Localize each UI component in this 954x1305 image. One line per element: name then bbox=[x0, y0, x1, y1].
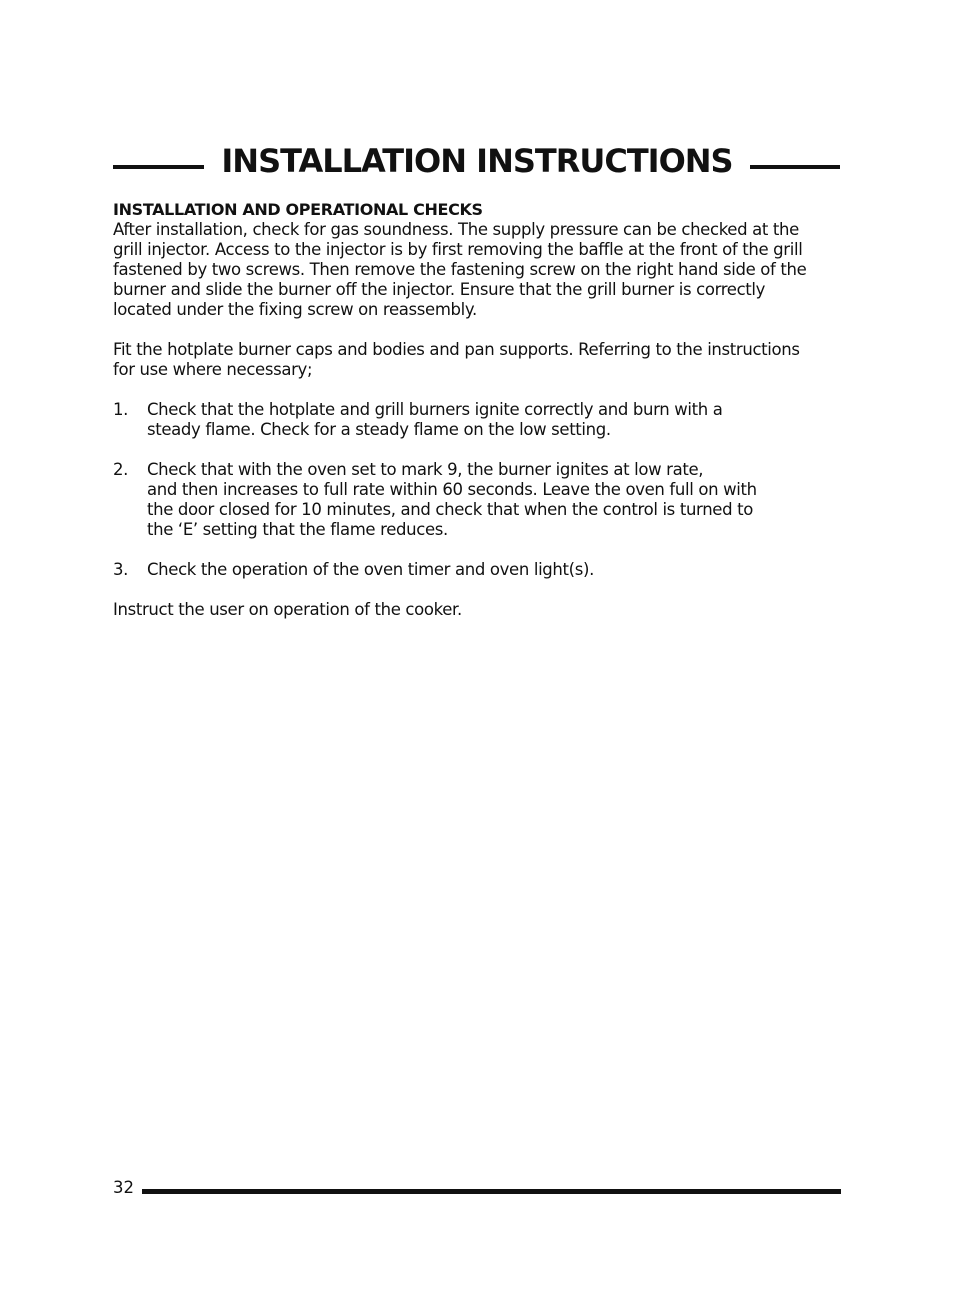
list-item bbox=[113, 400, 848, 440]
text-line: steady flame. Check for a steady flame on the low setting. bbox=[147, 420, 611, 439]
list-number: 2. bbox=[113, 460, 129, 479]
list-item bbox=[113, 560, 848, 580]
footer-rule bbox=[142, 1189, 841, 1194]
text-line: for use where necessary; bbox=[113, 360, 313, 379]
text-line: burner and slide the burner off the injector. Ensure that the grill burner is correctly bbox=[113, 280, 766, 299]
text-line: the ‘E’ setting that the flame reduces. bbox=[147, 520, 448, 539]
text-line: located under the fixing screw on reassembly. bbox=[113, 300, 477, 319]
second-paragraph bbox=[113, 340, 848, 380]
intro-paragraph bbox=[113, 220, 848, 320]
closing-paragraph: Instruct the user on operation of the cooker. bbox=[113, 600, 462, 619]
list-number: 1. bbox=[113, 400, 129, 419]
title-rule-right bbox=[750, 165, 840, 169]
list-item bbox=[113, 460, 848, 540]
text-line: Fit the hotplate burner caps and bodies and pan supports. Referring to the instructions bbox=[113, 340, 800, 359]
text-line: the door closed for 10 minutes, and check that when the control is turned to bbox=[147, 500, 753, 519]
text-line: Check that the hotplate and grill burners ignite correctly and burn with a bbox=[147, 400, 723, 419]
page-number: 32 bbox=[113, 1178, 134, 1197]
section-heading: INSTALLATION AND OPERATIONAL CHECKS bbox=[113, 200, 483, 219]
text-line: After installation, check for gas soundness. The supply pressure can be checked at the bbox=[113, 220, 799, 239]
text-line: and then increases to full rate within 60 seconds. Leave the oven full on with bbox=[147, 480, 757, 499]
text-line: grill injector. Access to the injector is by first removing the baffle at the front of the grill bbox=[113, 240, 803, 259]
text-line: Check the operation of the oven timer and oven light(s). bbox=[147, 560, 594, 579]
text-line: Check that with the oven set to mark 9, the burner ignites at low rate, bbox=[147, 460, 704, 479]
page-title: INSTALLATION INSTRUCTIONS bbox=[221, 142, 733, 180]
list-number: 3. bbox=[113, 560, 129, 579]
document-body bbox=[113, 200, 848, 620]
text-line: fastened by two screws. Then remove the fastening screw on the right hand side of the bbox=[113, 260, 807, 279]
